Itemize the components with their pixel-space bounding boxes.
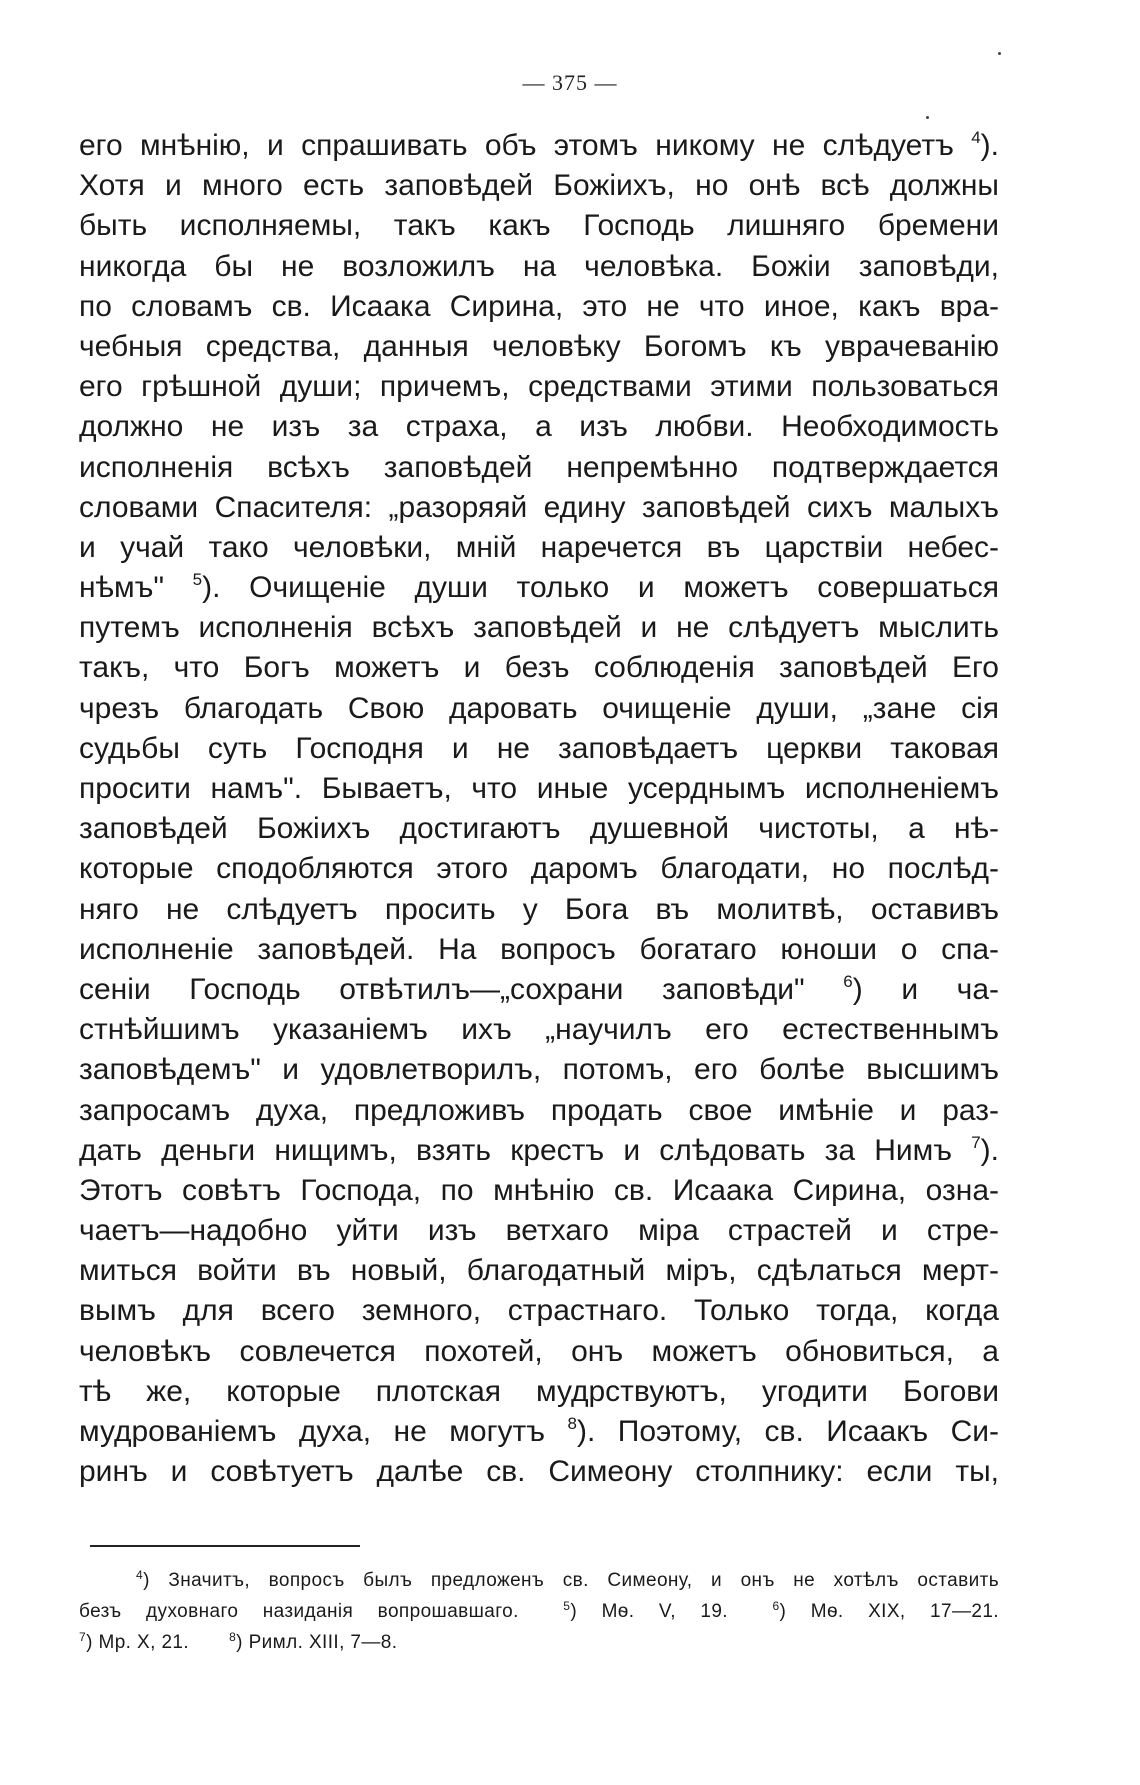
line-text: ринъ и совѣтуетъ далѣе св. Симеону столпнику: если ты, <box>79 1455 999 1489</box>
line-text: дать деньги нищимъ, взять крестъ и слѣдовать за Нимъ <box>79 1133 972 1167</box>
footnote-ref[interactable]: 8 <box>567 1414 577 1433</box>
text-line <box>79 247 999 287</box>
text-line <box>79 528 999 568</box>
line-text: такъ, что Богъ можетъ и безъ соблюденія заповѣдей Его <box>79 651 999 685</box>
text-line <box>79 1211 999 1251</box>
line-text: словами Спасителя: „разоряяй едину заповѣдей сихъ малыхъ <box>79 490 999 524</box>
footnote-separator <box>90 1545 360 1547</box>
paper-speck <box>998 52 1001 55</box>
footnote-ref[interactable]: 5 <box>192 570 203 590</box>
line-text: путемъ исполненія всѣхъ заповѣдей и не слѣдуетъ мыслить <box>79 611 999 645</box>
text-line <box>79 1291 999 1331</box>
line-text: заповѣдемъ" и удовлетворилъ, потомъ, его болѣе высшимъ <box>79 1053 999 1087</box>
text-line <box>79 1412 999 1452</box>
text-line <box>79 206 999 246</box>
footnote-line-2 <box>79 1596 999 1627</box>
text-line <box>79 769 999 809</box>
text-line <box>79 689 999 729</box>
line-text: быть исполняемы, такъ какъ Господь лишняго бремени <box>79 209 999 243</box>
footnote-ref[interactable]: 7 <box>971 1132 981 1152</box>
line-text: чебныя средства, данныя человѣку Богомъ къ уврачеванію <box>79 329 999 363</box>
footnote-4 <box>79 1565 999 1596</box>
footnote-text: ) Значитъ, вопросъ былъ предложенъ св. Симеону, и онъ не хотѣлъ оставить <box>143 1570 999 1591</box>
line-text: и учай тако человѣки, мній наречется въ царствіи небес- <box>79 530 999 564</box>
line-text-after: ) и ча- <box>852 972 999 1006</box>
footnote-line-3 <box>79 1627 999 1658</box>
text-line <box>79 448 999 488</box>
text-line <box>79 970 999 1010</box>
line-text: никогда бы не возложилъ на человѣка. Божіи заповѣди, <box>79 249 999 283</box>
line-text: мудрованіемъ духа, не могутъ <box>79 1415 568 1448</box>
text-line <box>79 608 999 648</box>
line-text: просити намъ". Бываетъ, что иные усерднымъ исполненіемъ <box>79 772 999 805</box>
text-line <box>79 729 999 769</box>
line-text: человѣкъ совлечется похотей, онъ можетъ обновиться, а <box>79 1334 999 1368</box>
text-line <box>79 367 999 407</box>
line-text: запросамъ духа, предложивъ продать свое имѣніе и раз- <box>79 1093 999 1127</box>
line-text: которые сподобляются этого даромъ благодати, но послѣд- <box>79 852 999 886</box>
text-line <box>79 407 999 447</box>
footnote-marker: 7 <box>79 1630 87 1644</box>
text-line <box>79 488 999 528</box>
text-line <box>79 166 999 206</box>
footnote-marker: 8 <box>229 1630 237 1644</box>
text-line <box>79 1091 999 1131</box>
line-text-after: ). <box>980 1133 999 1167</box>
text-line <box>79 1010 999 1050</box>
text-line <box>79 1050 999 1090</box>
line-text: по словамъ св. Исаака Сирина, это не что иное, какъ вра- <box>79 289 999 323</box>
footnote-5: ) Мѳ. V, 19. <box>570 1601 728 1622</box>
text-line <box>79 849 999 889</box>
text-line <box>79 890 999 930</box>
line-text: его мнѣнію, и спрашивать объ этомъ никому не слѣдуетъ <box>79 129 972 162</box>
text-line <box>79 1452 999 1492</box>
text-line <box>79 126 999 166</box>
footnote-7: ) Мр. X, 21. <box>86 1632 190 1653</box>
text-line <box>79 568 999 608</box>
footnote-8: ) Римл. XIII, 7—8. <box>236 1632 398 1653</box>
text-line <box>79 1332 999 1372</box>
line-text: нѣмъ" <box>79 571 193 605</box>
footnote-marker: 6 <box>772 1599 780 1613</box>
main-text <box>79 126 999 1492</box>
footnotes <box>79 1565 999 1658</box>
text-line <box>79 1131 999 1171</box>
footnote-marker: 5 <box>563 1599 571 1613</box>
line-text: чаетъ—надобно уйти изъ ветхаго міра страстей и стре- <box>79 1214 999 1248</box>
text-line <box>79 1251 999 1291</box>
text-line <box>79 648 999 688</box>
line-text: исполненіе заповѣдей. На вопросъ богатаго юноши о спа- <box>79 932 999 966</box>
line-text-after: ). Поэтому, св. Исаакъ Си- <box>576 1415 999 1448</box>
footnote-ref[interactable]: 6 <box>843 971 853 991</box>
line-text: судьбы суть Господня и не заповѣдаетъ церкви таковая <box>79 731 999 765</box>
text-line <box>79 930 999 970</box>
line-text: его грѣшной души; причемъ, средствами этими пользоваться <box>79 370 999 404</box>
line-text: миться войти въ новый, благодатный міръ, сдѣлаться мерт- <box>79 1254 999 1288</box>
line-text-after: ). Очищеніе души только и можетъ совершаться <box>202 571 999 605</box>
footnote-ref[interactable]: 4 <box>971 128 981 147</box>
text-line <box>79 327 999 367</box>
line-text: тѣ же, которые плотская мудрствуютъ, угодити Богови <box>79 1374 999 1408</box>
text-line <box>79 1171 999 1211</box>
line-text-after: ). <box>980 129 999 162</box>
line-text: чрезъ благодать Свою даровать очищеніе души, „зане сія <box>79 691 999 725</box>
text-line <box>79 809 999 849</box>
paper-speck <box>926 116 929 119</box>
line-text: должно не изъ за страха, а изъ любви. Необходимость <box>79 410 999 444</box>
line-text: заповѣдей Божіихъ достигаютъ душевной чистоты, а нѣ- <box>79 812 999 846</box>
line-text: исполненія всѣхъ заповѣдей непремѣнно подтверждается <box>79 450 999 484</box>
line-text: Этотъ совѣтъ Господа, по мнѣнію св. Исаака Сирина, озна- <box>79 1173 999 1207</box>
footnote-marker: 4 <box>136 1568 144 1582</box>
line-text: вымъ для всего земного, страстнаго. Только тогда, когда <box>79 1294 999 1328</box>
text-line <box>79 1372 999 1412</box>
line-text: сеніи Господь отвѣтилъ—„сохрани заповѣди" <box>79 972 844 1006</box>
line-text: Хотя и много есть заповѣдей Божіихъ, но онѣ всѣ должны <box>79 169 999 203</box>
page-number: — 375 — <box>522 70 618 95</box>
text-line <box>79 287 999 327</box>
line-text: няго не слѣдуетъ просить у Бога въ молитвѣ, оставивъ <box>79 892 999 926</box>
footnote-6: ) Мѳ. XIX, 17—21. <box>779 1601 999 1622</box>
footnote-text: безъ духовнаго назиданія вопрошавшаго. <box>79 1601 519 1622</box>
line-text: стнѣйшимъ указаніемъ ихъ „научилъ его естественнымъ <box>79 1013 999 1047</box>
